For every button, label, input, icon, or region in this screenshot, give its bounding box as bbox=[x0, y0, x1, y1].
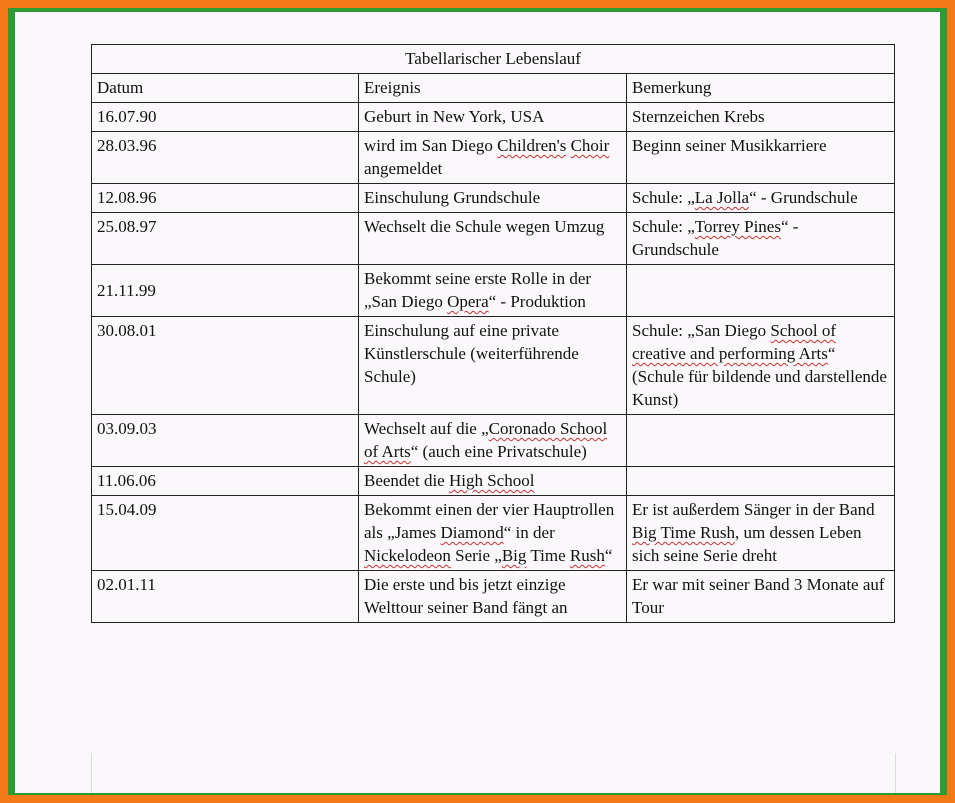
table-row bbox=[92, 132, 895, 184]
spellcheck-flagged-text: Big Time Rush bbox=[632, 523, 735, 542]
cell-note: Er ist außerdem Sänger in der Band Big Time Rush, um dessen Leben sich seine Serie dreht bbox=[627, 496, 895, 571]
cell-date: 16.07.90 bbox=[92, 103, 359, 132]
cell-date: 30.08.01 bbox=[92, 317, 359, 415]
spellcheck-flagged-text: La Jolla bbox=[694, 188, 750, 207]
cell-event: Bekommt einen der vier Hauptrollen als „James Diamond“ in der Nickelodeon Serie „Big Time Rush“ bbox=[359, 496, 627, 571]
cell-date: 11.06.06 bbox=[92, 467, 359, 496]
cell-note: Schule: „Torrey Pines“ - Grundschule bbox=[627, 213, 895, 265]
table-row bbox=[92, 496, 895, 571]
cell-date: 21.11.99 bbox=[92, 265, 359, 317]
spellcheck-flagged-text: High School bbox=[448, 471, 535, 490]
cell-date: 25.08.97 bbox=[92, 213, 359, 265]
next-table-outline bbox=[91, 753, 896, 793]
table-row bbox=[92, 467, 895, 496]
cell-event: Wechselt auf die „Coronado School of Arts“ (auch eine Privatschule) bbox=[359, 415, 627, 467]
table-row bbox=[92, 571, 895, 623]
cell-note bbox=[627, 265, 895, 317]
spellcheck-flagged-text: School of creative and performing Arts bbox=[632, 321, 836, 363]
cell-note bbox=[627, 467, 895, 496]
table-title: Tabellarischer Lebenslauf bbox=[92, 45, 895, 74]
spellcheck-flagged-text: Coronado School of Arts bbox=[364, 419, 608, 461]
table-title-row bbox=[92, 45, 895, 74]
cell-event: Bekommt seine erste Rolle in der „San Diego Opera“ - Produktion bbox=[359, 265, 627, 317]
table-row bbox=[92, 184, 895, 213]
cell-note: Schule: „San Diego School of creative and performing Arts“ (Schule für bildende und darstellende Kunst) bbox=[627, 317, 895, 415]
cell-event: Einschulung auf eine private Künstlerschule (weiterführende Schule) bbox=[359, 317, 627, 415]
cell-date: 12.08.96 bbox=[92, 184, 359, 213]
cell-event: Die erste und bis jetzt einzige Welttour seiner Band fängt an bbox=[359, 571, 627, 623]
cell-note: Sternzeichen Krebs bbox=[627, 103, 895, 132]
table-row bbox=[92, 415, 895, 467]
table-row bbox=[92, 213, 895, 265]
cell-date: 28.03.96 bbox=[92, 132, 359, 184]
cell-event: Geburt in New York, USA bbox=[359, 103, 627, 132]
document-page bbox=[15, 12, 940, 793]
cell-note: Er war mit seiner Band 3 Monate auf Tour bbox=[627, 571, 895, 623]
cell-event: Einschulung Grundschule bbox=[359, 184, 627, 213]
cell-note: Beginn seiner Musikkarriere bbox=[627, 132, 895, 184]
spellcheck-flagged-text: Torrey Pines bbox=[694, 217, 781, 236]
header-ereignis: Ereignis bbox=[359, 74, 627, 103]
cv-table bbox=[91, 44, 895, 623]
spellcheck-flagged-text: Choir bbox=[570, 136, 610, 155]
spellcheck-flagged-text: Opera bbox=[447, 292, 489, 311]
cell-event: Wechselt die Schule wegen Umzug bbox=[359, 213, 627, 265]
cell-event: wird im San Diego Children's Choir angemeldet bbox=[359, 132, 627, 184]
cell-note bbox=[627, 415, 895, 467]
table-header-row bbox=[92, 74, 895, 103]
spellcheck-flagged-text: Children's bbox=[497, 136, 567, 155]
table-row bbox=[92, 103, 895, 132]
spellcheck-flagged-text: Nickelodeon bbox=[364, 546, 451, 565]
header-datum: Datum bbox=[92, 74, 359, 103]
spellcheck-flagged-text: Rush bbox=[569, 546, 605, 565]
table-row bbox=[92, 265, 895, 317]
cell-note: Schule: „La Jolla“ - Grundschule bbox=[627, 184, 895, 213]
cell-event: Beendet die High School bbox=[359, 467, 627, 496]
table-body bbox=[92, 103, 895, 623]
header-bemerkung: Bemerkung bbox=[627, 74, 895, 103]
spellcheck-flagged-text: Diamond bbox=[440, 523, 504, 542]
cell-date: 03.09.03 bbox=[92, 415, 359, 467]
cell-date: 02.01.11 bbox=[92, 571, 359, 623]
cell-date: 15.04.09 bbox=[92, 496, 359, 571]
table-row bbox=[92, 317, 895, 415]
spellcheck-flagged-text: Big bbox=[501, 546, 527, 565]
